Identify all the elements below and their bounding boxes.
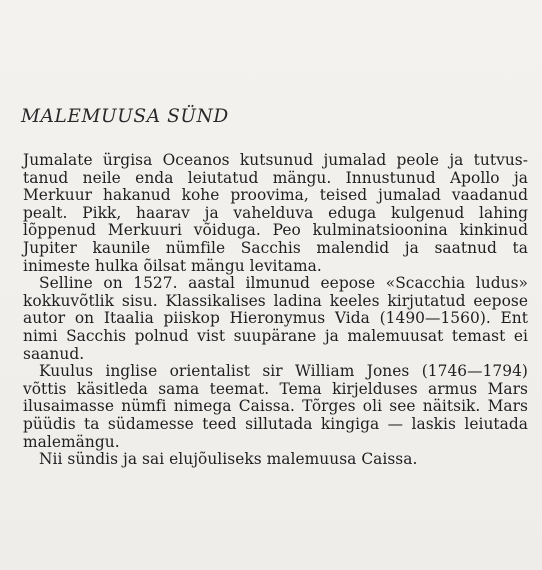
text-line: Selline on 1527. aastal ilmunud eepose «Scacchia ludus» (39, 274, 528, 293)
text-line: pealt. Pikk, haarav ja vahelduva eduga kulgenud lahing (23, 203, 528, 222)
text-line: ilusaimasse nümfi nimega Caissa. Tõrges oli see näitsik. Mars (23, 397, 528, 416)
text-line: saanud. (23, 344, 85, 363)
chapter-body (23, 152, 528, 469)
text-line: tanud neile enda leiutatud mängu. Innustunud Apollo ja (23, 168, 528, 187)
text-line: Kuulus inglise orientalist sir William Jones (1746—1794) (39, 362, 528, 381)
text-line: inimeste hulka õilsat mängu levitama. (23, 256, 322, 275)
text-line: Jupiter kaunile nümfile Sacchis malendid ja saatnud ta (23, 238, 528, 257)
text-line: võttis käsitleda sama teemat. Tema kirjelduses armus Mars (23, 379, 528, 398)
text-line: nimi Sacchis polnud vist suupärane ja malemuusat temast ei (23, 326, 528, 345)
text-line: lõppenud Merkuuri võiduga. Peo kulminatsioonina kinkinud (23, 221, 528, 240)
text-line: Merkuur hakanud kohe proovima, teised jumalad vaadanud (23, 186, 528, 205)
text-line: Jumalate ürgisa Oceanos kutsunud jumalad peole ja tutvus- (23, 151, 528, 169)
text-line: kokkuvõtlik sisu. Klassikalises ladina keeles kirjutatud eepose (23, 291, 528, 310)
text-line: autor on Itaalia piiskop Hieronymus Vida (1490—1560). Ent (23, 309, 528, 328)
text-line: malemängu. (23, 432, 120, 451)
chapter-title: MALEMUUSA SÜND (21, 106, 229, 127)
text-line: püüdis ta südamesse teed sillutada kingiga — laskis leiutada (23, 414, 528, 433)
text-line: Nii sündis ja sai elujõuliseks malemuusa Caissa. (39, 450, 418, 469)
